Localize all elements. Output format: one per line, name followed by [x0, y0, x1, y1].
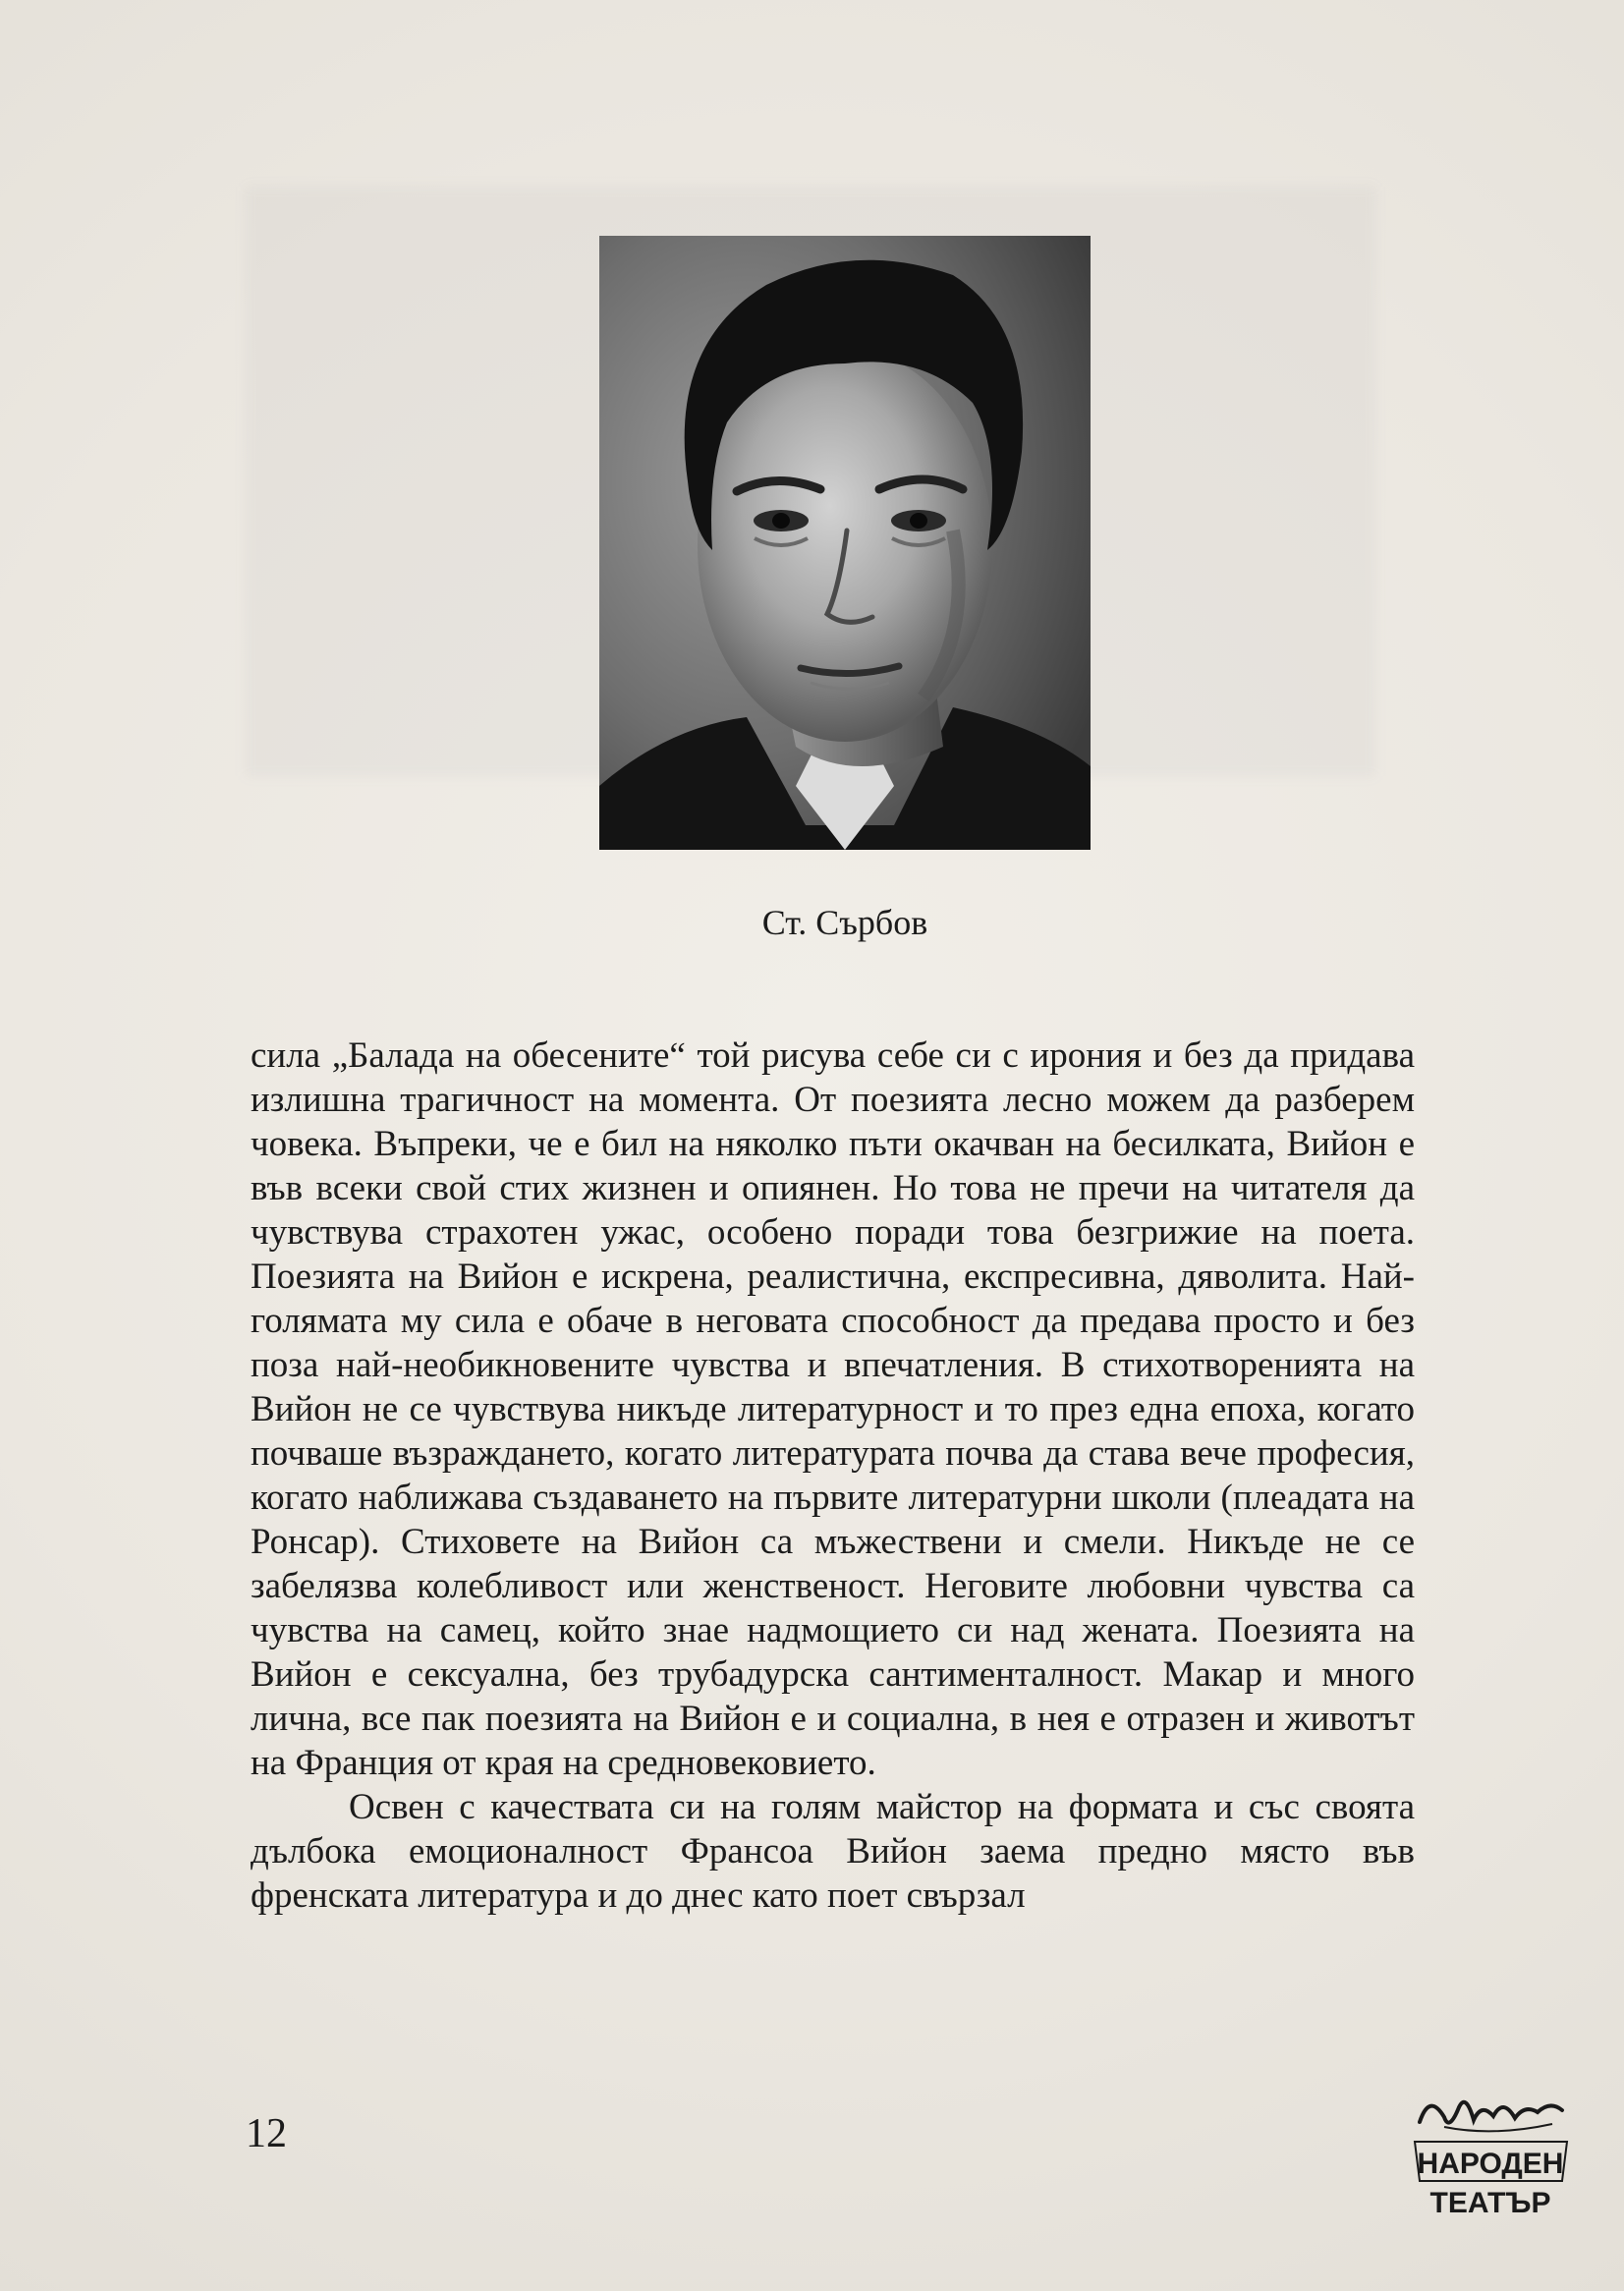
portrait-photo [599, 236, 1091, 850]
paragraph-villon-place: Освен с качествата си на голям майстор на формата и със своята дълбока емоционалност Франсоа Вийон заема предно място във френската литература и до днес като поет свързал [251, 1787, 1415, 1916]
page-number: 12 [246, 2111, 287, 2156]
stamp-line-1: НАРОДЕН [1417, 2148, 1564, 2180]
body-text [251, 1034, 1415, 1918]
stamp-line-2: ТЕАТЪР [1429, 2187, 1551, 2219]
portrait-caption: Ст. Сърбов [761, 903, 928, 942]
paragraph-continuation: сила „Балада на обесените“ той рисува себе си с ирония и без да придава излишна трагичност на момента. От поезията лесно можем да разберем човека. Въпреки, че е бил на няколко пъти окачван на бесилката, Вийон е във всеки свой стих жизнен и опиянен. Но това не пречи на читателя да чувствува страхотен ужас, особено поради това безгрижие на поета. Поезията на Вийон е искрена, реалистична, експресивна, дяволита. Най-голямата му сила е обаче в неговата способност да предава просто и без поза най-необикновените чувства и впечатления. В стихотворенията на Вийон не се чувствува никъде литературност и то през една епоха, когато почваше възраждането, когато литературата почва да става вече професия, когато наближава създаването на първите литературни школи (плеадата на Ронсар). Стиховете на Вийон са мъжествени и смели. Никъде не се забелязва колебливост или женственост. Неговите любовни чувства са чувства на самец, който знае надмощието си над жената. Поезията на Вийон е сексуална, без трубадурска сантименталност. Макар и много лична, все пак поезията на Вийон е и социална, в нея е отразен и животът на Франция от края на средновековието. [251, 1035, 1415, 1783]
national-theatre-stamp [1405, 2083, 1577, 2230]
